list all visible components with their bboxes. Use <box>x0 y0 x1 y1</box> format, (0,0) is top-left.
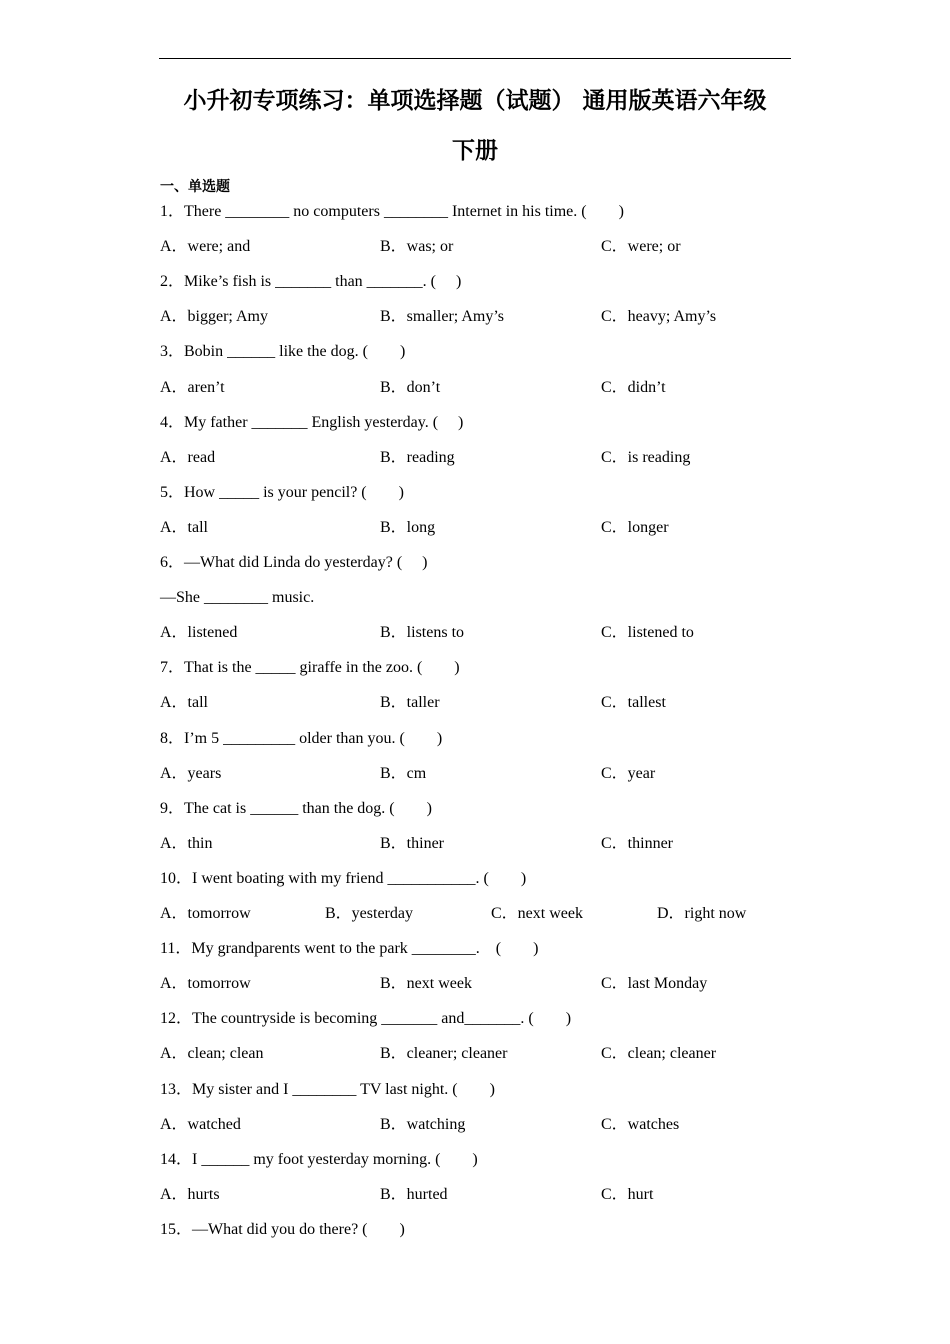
options-row <box>160 690 790 716</box>
answer-option: C．tallest <box>601 694 666 712</box>
options-row <box>160 234 790 260</box>
answer-option: C．watches <box>601 1115 680 1133</box>
options-row <box>160 445 790 471</box>
question-stem: 1．There ________ no computers ________ Internet in his time. ( ) <box>160 203 624 220</box>
question-stem: 7．That is the _____ giraffe in the zoo. ( ) <box>160 659 460 677</box>
question-stem: 10．I went boating with my friend ___________. ( ) <box>160 869 527 887</box>
answer-option: C．hurt <box>601 1185 654 1203</box>
question-stem: 13．My sister and I ________ TV last night. ( ) <box>160 1080 495 1098</box>
answer-option: B．watching <box>380 1115 466 1133</box>
answer-option: A．thin <box>160 834 213 852</box>
answer-option: A．tall <box>160 518 208 536</box>
answer-option: B．cleaner; cleaner <box>380 1045 508 1063</box>
answer-option: A．years <box>160 764 222 782</box>
answer-option: C．clean; cleaner <box>601 1045 717 1063</box>
options-row <box>160 971 790 997</box>
answer-option: B．don’t <box>380 378 441 396</box>
answer-option: C．next week <box>491 905 583 922</box>
answer-option: C．last Monday <box>601 975 708 993</box>
answer-option: A．bigger; Amy <box>160 308 268 326</box>
answer-option: B．yesterday <box>325 905 413 922</box>
answer-option: A．tomorrow <box>160 975 251 993</box>
question-stem: 2．Mike’s fish is _______ than _______. ( ) <box>160 273 462 291</box>
answer-option: C．thinner <box>601 834 673 852</box>
question-stem: 4．My father _______ English yesterday. ( ) <box>160 413 464 431</box>
question-stem: 15．—What did you do there? ( ) <box>160 1220 405 1238</box>
answer-option: D．right now <box>657 905 747 922</box>
answer-option: C．year <box>601 764 656 782</box>
answer-option: B．next week <box>380 975 472 993</box>
header-rule <box>159 58 791 59</box>
answer-option: C．were; or <box>601 238 681 256</box>
answer-option: B．taller <box>380 694 440 712</box>
answer-option: C．is reading <box>601 448 691 466</box>
options-row <box>160 1182 790 1208</box>
question-stem: 12．The countryside is becoming _______ and_______. ( ) <box>160 1010 572 1028</box>
section-heading: 一、单选题 <box>160 179 230 195</box>
options-row <box>160 375 790 401</box>
question-stem: 9．The cat is ______ than the dog. ( ) <box>160 799 432 817</box>
answer-option: B．hurted <box>380 1185 448 1203</box>
options-row <box>160 761 790 787</box>
answer-option: B．cm <box>380 764 427 782</box>
answer-option: C．longer <box>601 518 669 536</box>
question-stem: 8．I’m 5 _________ older than you. ( ) <box>160 729 443 747</box>
answer-option: A．were; and <box>160 238 251 256</box>
answer-option: C．didn’t <box>601 378 666 396</box>
answer-option: A．tomorrow <box>160 905 251 922</box>
answer-option: A．hurts <box>160 1185 220 1203</box>
answer-option: B．long <box>380 518 436 536</box>
question-stem: 11．My grandparents went to the park ________. ( ) <box>160 940 539 958</box>
answer-option: A．aren’t <box>160 378 225 396</box>
question-stem: 5．How _____ is your pencil? ( ) <box>160 483 404 501</box>
answer-option: A．listened <box>160 624 238 642</box>
answer-option: A．clean; clean <box>160 1045 264 1063</box>
question-stem: 3．Bobin ______ like the dog. ( ) <box>160 343 406 361</box>
answer-option: A．tall <box>160 694 208 712</box>
question-substem: —She ________ music. <box>160 589 315 607</box>
answer-option: B．smaller; Amy’s <box>380 308 505 326</box>
options-row <box>160 304 790 330</box>
options-row <box>160 1041 790 1067</box>
answer-option: C．listened to <box>601 624 694 642</box>
answer-option: B．thiner <box>380 834 444 852</box>
answer-option: B．reading <box>380 448 455 466</box>
answer-option: B．listens to <box>380 624 465 642</box>
options-row <box>160 831 790 857</box>
options-row <box>160 901 790 927</box>
page-title-line-1: 小升初专项练习：单项选择题（试题） 通用版英语六年级 <box>183 88 767 114</box>
page-title-line-2: 下册 <box>452 138 498 164</box>
answer-option: A．watched <box>160 1115 241 1133</box>
options-row <box>160 620 790 646</box>
options-row <box>160 1112 790 1138</box>
answer-option: A．read <box>160 448 216 466</box>
answer-option: B．was; or <box>380 238 454 256</box>
question-stem: 6．—What did Linda do yesterday? ( ) <box>160 554 428 571</box>
answer-option: C．heavy; Amy’s <box>601 308 717 326</box>
options-row <box>160 515 790 541</box>
question-stem: 14．I ______ my foot yesterday morning. ( ) <box>160 1150 478 1168</box>
